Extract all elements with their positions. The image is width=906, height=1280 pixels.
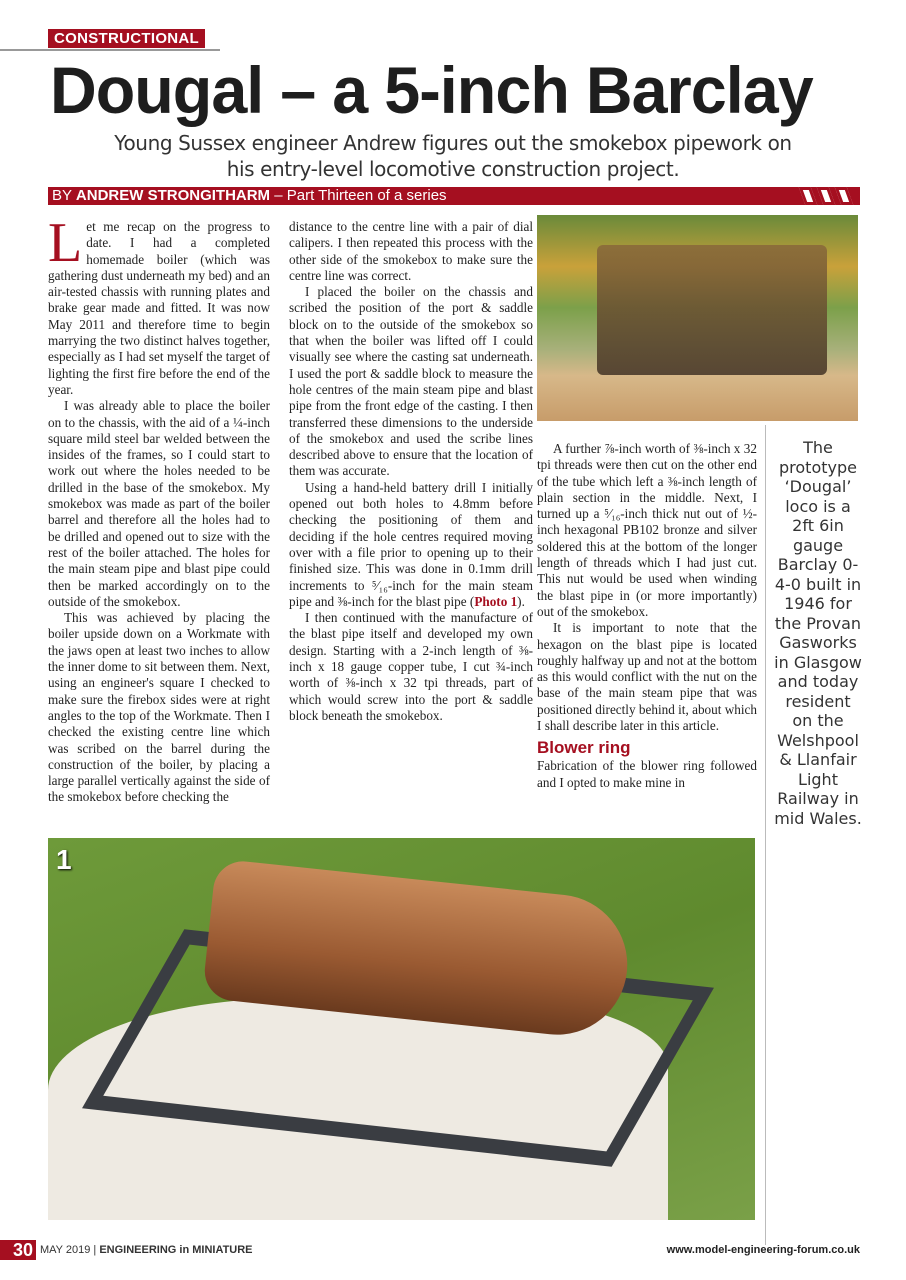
body-column-1 xyxy=(48,212,270,806)
section-tag: CONSTRUCTIONAL xyxy=(48,29,205,48)
photo-reference: Photo 1 xyxy=(474,593,518,609)
body-column-3 xyxy=(537,441,757,791)
website-url: www.model-engineering-forum.co.uk xyxy=(666,1244,860,1256)
magazine-name: ENGINEERING in MINIATURE xyxy=(99,1244,253,1256)
byline-bar xyxy=(48,187,860,205)
paragraph: It is important to note that the hexagon on the blast pipe is located roughly halfway up and not at the bottom as this would conflict with the nut on the base of the main steam pipe that was positioned directly behind it, about which I shall describe later in this article. xyxy=(537,620,757,734)
paragraph-end: ). xyxy=(517,593,525,609)
footer-issue xyxy=(40,1244,253,1256)
prototype-loco-photo xyxy=(537,215,858,421)
paragraph: et me recap on the progress to date. I had a completed homemade boiler (which was gathering dust underneath my bed) and an air-tested chassis with running plates and brake gear made and fitted. It was now May 2011 and therefore time to begin marrying the two distinct halves together, especially as I had set myself the target of lighting the first fire before the end of the year. xyxy=(48,219,270,397)
byline-prefix: BY xyxy=(52,187,76,204)
article-title: Dougal – a 5-inch Barclay xyxy=(50,53,813,127)
paragraph: This was achieved by placing the boiler upside down on a Workmate with the jaws open at least two inches to allow the inner dome to sit between them. Next, using an engineer's square I checked to make sure the firebox sides were at right angles to the top of the Workmate. Then I checked the existing centre line which was scribed on the barrel during the construction of the boiler, by placing a large parallel vertically against the side of the smokebox before checking the xyxy=(48,610,270,805)
paragraph: A further ⅞-inch worth of ⅜-inch x 32 tpi threads were then cut on the other end of the tube which left a ⅜-inch length of plain section in the middle. Next, I turned up a ⁵⁄₁₆-inch thick nut out of ½-inch hexagonal PB102 bronze and silver soldered this at the bottom of the longer length of threads which I had just cut. This nut would be used when winding the blast pipe in (or more importantly) out of the smokebox. xyxy=(537,441,757,619)
page-number: 30 xyxy=(0,1240,36,1260)
sidebar-caption: The prototype ‘Dougal’ loco is a 2ft 6in gauge Barclay 0-4-0 built in 1946 for the Provan Gasworks in Glasgow and today resident on the Welshpool & Llanfair Light Railway in mid Wales. xyxy=(774,438,862,828)
author-name: ANDREW STRONGITHARM xyxy=(75,187,271,204)
loco-image xyxy=(597,245,827,375)
standfirst: Young Sussex engineer Andrew figures out the smokebox pipework on his entry-level locomotive construction project. xyxy=(114,131,792,181)
body-column-2 xyxy=(289,219,533,724)
stripes-decoration xyxy=(802,187,850,205)
paragraph-text: Using a hand-held battery drill I initially opened out both holes to 4.8mm before checking the positioning of them and deciding if the hole centres required moving over with a file prior to opening up to their finished size. This was done in 0.1mm drill increments to ⁵⁄₁₆-inch for the main steam pipe and ⅜-inch for the blast pipe ( xyxy=(289,479,533,609)
paragraph: I was already able to place the boiler on to the chassis, with the aid of a ¼-inch square mild steel bar welded between the insides of the frames, so I could start to work out where the holes needed to be drilled in the base of the smokebox. My smokebox was made as part of the boiler barrel and therefore all the holes had to be drilled and opened out to size with the rest of the boiler attached. The holes for the main steam pipe and blast pipe could then be marked accordingly on to the outside of the smokebox. xyxy=(48,398,270,609)
series-part: – Part Thirteen of a series xyxy=(270,187,447,204)
divider xyxy=(0,49,220,51)
paragraph xyxy=(289,480,533,610)
issue-date: MAY 2019 | xyxy=(40,1244,100,1256)
subheading: Blower ring xyxy=(537,738,631,758)
drop-cap: L xyxy=(48,212,83,274)
paragraph: Fabrication of the blower ring followed and I opted to make mine in xyxy=(537,758,757,790)
paragraph: I then continued with the manufacture of the blast pipe itself and developed my own design. Starting with a 2-inch length of ⅜-inch x 18 gauge copper tube, I cut ¾-inch worth of ⅜-inch x 32 tpi threads, part of which would screw into the port & saddle block beneath the smokebox. xyxy=(289,610,533,723)
paragraph: I placed the boiler on the chassis and scribed the position of the port & saddle block on to the outside of the smokebox so that when the boiler was lifted off I could visually see where the casting sat underneath. I used the port & saddle block to measure the hole centres of the main steam pipe and blast pipe from the front edge of the casting. I then transferred these dimensions to the underside of the smokebox and used the scribe lines described above to ensure that the location of them was accurate. xyxy=(289,284,533,479)
photo-number: 1 xyxy=(56,844,72,875)
column-divider xyxy=(765,425,766,1245)
boiler-chassis-photo xyxy=(48,838,755,1220)
paragraph: distance to the centre line with a pair of dial calipers. I then repeated this process with the other side of the smokebox to make sure the centre line was correct. xyxy=(289,219,533,283)
